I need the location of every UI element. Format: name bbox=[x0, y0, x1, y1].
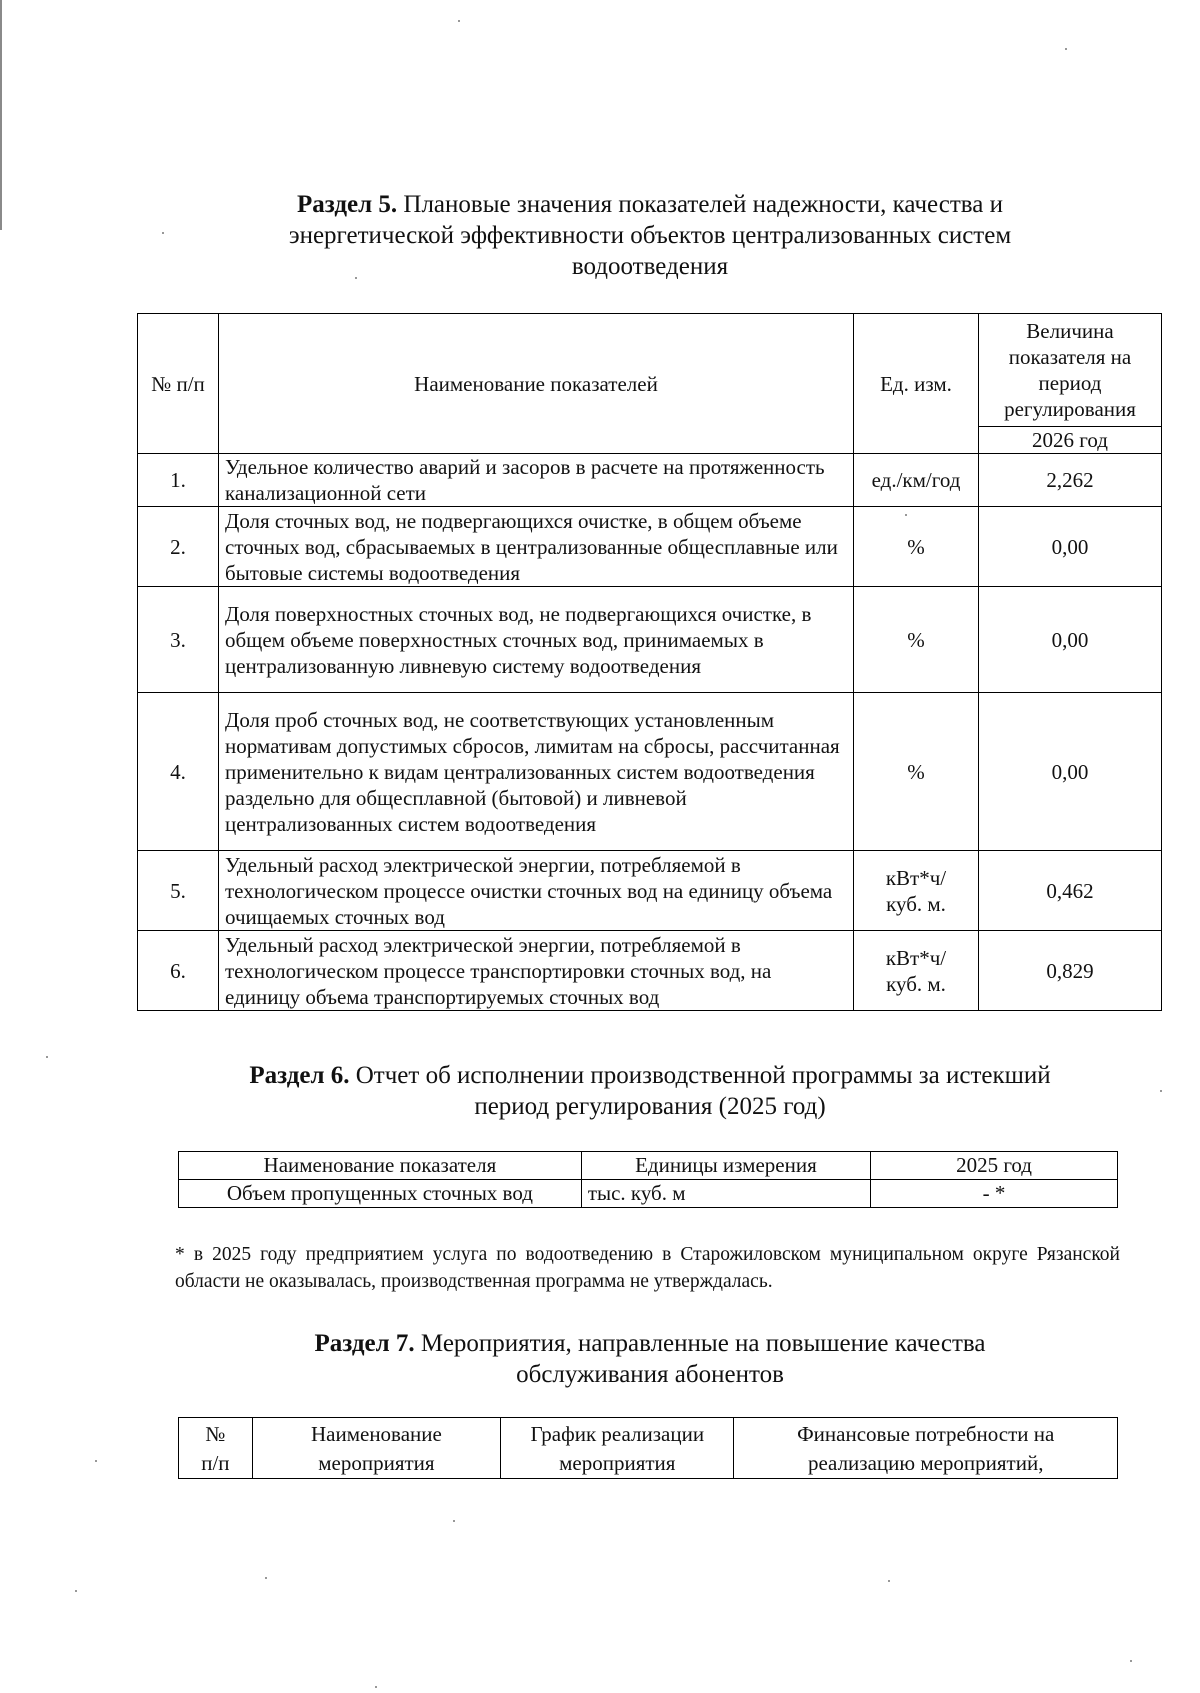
section6-header-row bbox=[179, 1152, 1118, 1180]
row-value: - * bbox=[871, 1180, 1118, 1208]
table-row bbox=[179, 1180, 1118, 1208]
header-schedule-line1: График реализации bbox=[530, 1422, 705, 1446]
table-row bbox=[138, 454, 1162, 507]
table-row bbox=[138, 851, 1162, 931]
header-year: 2025 год bbox=[871, 1152, 1118, 1180]
section7-heading bbox=[150, 1328, 1150, 1390]
section5-table bbox=[137, 313, 1162, 1011]
header-name-line2: мероприятия bbox=[318, 1451, 435, 1475]
row-num: 6. bbox=[138, 931, 219, 1011]
section6-table bbox=[178, 1151, 1118, 1208]
header-schedule-cell bbox=[501, 1418, 734, 1479]
header-num: № п/п bbox=[138, 314, 219, 454]
scan-speck bbox=[375, 1686, 377, 1688]
header-num-cell bbox=[179, 1418, 253, 1479]
section6-footnote: * в 2025 году предприятием услуга по водоотведению в Старожиловском муниципальном округе Рязанской области не оказывалась, производственная программа не утверждалась. bbox=[175, 1244, 1120, 1292]
row-num: 5. bbox=[138, 851, 219, 931]
row-unit-line1: кВт*ч/ bbox=[885, 865, 947, 890]
row-unit-line2: куб. м. bbox=[886, 891, 946, 916]
row-unit-line2: куб. м. bbox=[886, 971, 946, 996]
row-unit: тыс. куб. м bbox=[581, 1180, 870, 1208]
header-name: Наименование показателя bbox=[179, 1152, 582, 1180]
row-unit: % bbox=[854, 693, 979, 851]
header-unit: Ед. изм. bbox=[854, 314, 979, 454]
header-name-line1: Наименование bbox=[310, 1422, 442, 1446]
section7-title-line2: обслуживания абонентов bbox=[516, 1361, 784, 1388]
scan-speck bbox=[905, 514, 907, 516]
row-name: Удельный расход электрической энергии, потребляемой в технологическом процессе очистки сточных вод на единицу объема очищаемых сточных вод bbox=[219, 851, 854, 931]
row-value: 0,00 bbox=[979, 693, 1162, 851]
row-value: 0,00 bbox=[979, 587, 1162, 693]
row-unit-cell bbox=[854, 851, 979, 931]
row-value: 0,00 bbox=[979, 507, 1162, 587]
scan-speck bbox=[46, 1056, 48, 1058]
section6-label: Раздел 6. bbox=[249, 1062, 350, 1089]
header-year: 2026 год bbox=[979, 426, 1161, 453]
header-num-line2: п/п bbox=[201, 1451, 230, 1475]
section6-title-line1: Отчет об исполнении производственной программы за истекший bbox=[355, 1062, 1051, 1089]
table-row bbox=[138, 507, 1162, 587]
row-unit: % bbox=[854, 587, 979, 693]
row-name: Доля проб сточных вод, не соответствующих установленным нормативам допустимых сбросов, лимитам на сбросы, рассчитанная применительно к видам централизованных систем водоотведения раздельно для общесплавной (бытовой) и ливневой централизованных систем водоотведения bbox=[219, 693, 854, 851]
section5-label: Раздел 5. bbox=[297, 191, 398, 218]
section5-title-line3: водоотведения bbox=[571, 253, 729, 280]
header-finance-cell bbox=[734, 1418, 1118, 1479]
row-unit: ед./км/год bbox=[854, 454, 979, 507]
section5-title-line1: Плановые значения показателей надежности, качества и bbox=[403, 191, 1003, 218]
table-row bbox=[138, 931, 1162, 1011]
section5-title-line2: энергетической эффективности объектов централизованных систем bbox=[288, 222, 1012, 249]
header-num-line1: № bbox=[205, 1422, 226, 1446]
row-value: 0,829 bbox=[979, 931, 1162, 1011]
scan-speck bbox=[75, 1590, 77, 1592]
row-value: 0,462 bbox=[979, 851, 1162, 931]
section6-heading bbox=[150, 1060, 1150, 1122]
header-finance-line1: Финансовые потребности на bbox=[797, 1422, 1055, 1446]
row-unit-cell bbox=[854, 931, 979, 1011]
section7-table bbox=[178, 1417, 1118, 1479]
section5-header-row bbox=[138, 314, 1162, 454]
scan-speck bbox=[888, 1580, 890, 1582]
scan-speck bbox=[453, 1520, 455, 1522]
row-num: 2. bbox=[138, 507, 219, 587]
scan-edge-line bbox=[0, 0, 2, 230]
scan-speck bbox=[162, 232, 164, 234]
scan-speck bbox=[355, 277, 357, 279]
header-value: Величина показателя на период регулирования bbox=[1004, 319, 1136, 421]
row-name: Удельный расход электрической энергии, потребляемой в технологическом процессе транспортировки сточных вод, на единицу объема транспортируемых сточных вод bbox=[219, 931, 854, 1011]
section7-header-row bbox=[179, 1418, 1118, 1479]
scan-speck bbox=[1130, 1660, 1132, 1662]
table-row bbox=[138, 587, 1162, 693]
header-value-cell bbox=[979, 314, 1162, 454]
row-unit-line1: кВт*ч/ bbox=[885, 945, 947, 970]
row-name: Удельное количество аварий и засоров в расчете на протяженность канализационной сети bbox=[219, 454, 854, 507]
row-name: Доля сточных вод, не подвергающихся очистке, в общем объеме сточных вод, сбрасываемых в централизованные общесплавные или бытовые системы водоотведения bbox=[219, 507, 854, 587]
scan-speck bbox=[265, 1577, 267, 1579]
section7-label: Раздел 7. bbox=[314, 1330, 415, 1357]
row-name: Объем пропущенных сточных вод bbox=[179, 1180, 582, 1208]
row-num: 1. bbox=[138, 454, 219, 507]
section5-heading bbox=[150, 189, 1150, 282]
row-num: 4. bbox=[138, 693, 219, 851]
header-name: Наименование показателей bbox=[219, 314, 854, 454]
row-unit: % bbox=[854, 507, 979, 587]
scan-speck bbox=[1065, 48, 1067, 50]
section6-title-line2: период регулирования (2025 год) bbox=[474, 1093, 826, 1120]
section7-title-line1: Мероприятия, направленные на повышение качества bbox=[420, 1330, 986, 1357]
scan-speck bbox=[95, 1460, 97, 1462]
scan-speck bbox=[1160, 1090, 1162, 1092]
row-name: Доля поверхностных сточных вод, не подвергающихся очистке, в общем объеме поверхностных сточных вод, принимаемых в централизованную ливневую систему водоотведения bbox=[219, 587, 854, 693]
header-unit: Единицы измерения bbox=[581, 1152, 870, 1180]
row-value: 2,262 bbox=[979, 454, 1162, 507]
header-schedule-line2: мероприятия bbox=[559, 1451, 676, 1475]
row-num: 3. bbox=[138, 587, 219, 693]
header-finance-line2: реализацию мероприятий, bbox=[807, 1451, 1044, 1475]
scan-speck bbox=[458, 20, 460, 22]
table-row bbox=[138, 693, 1162, 851]
header-name-cell bbox=[252, 1418, 500, 1479]
